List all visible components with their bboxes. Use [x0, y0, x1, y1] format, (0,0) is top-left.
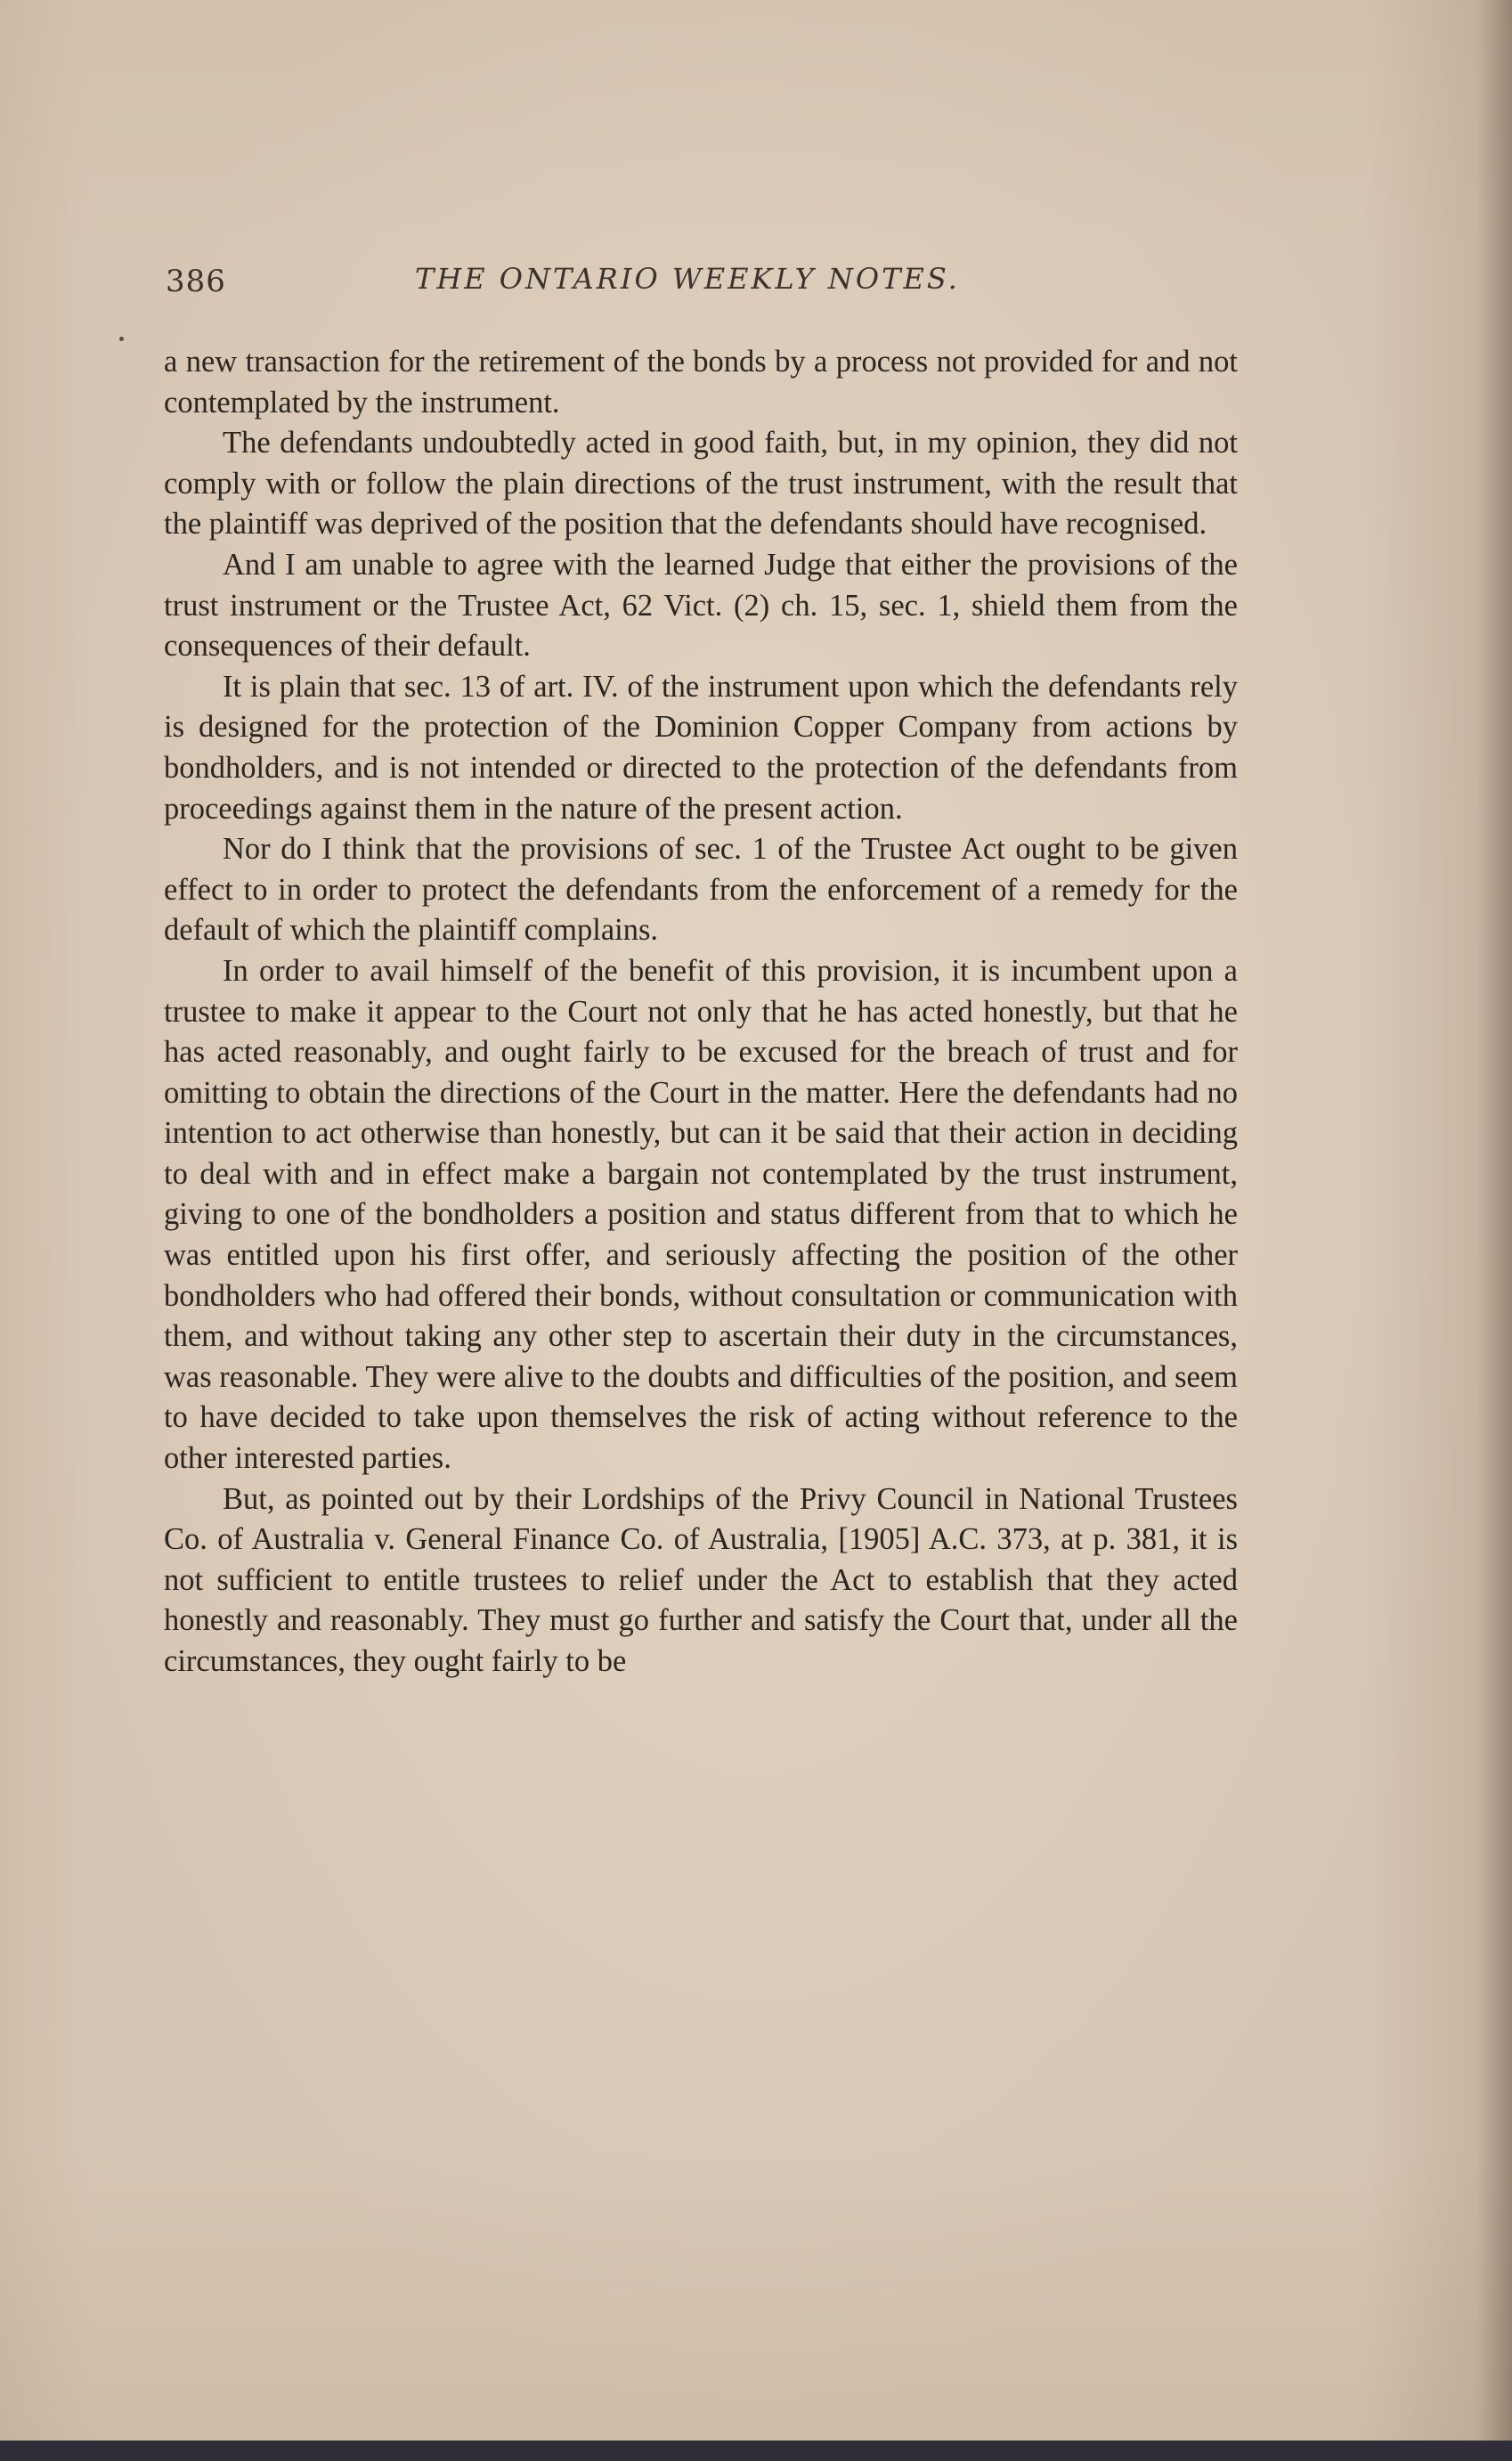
scan-background-strip [0, 2441, 1512, 2461]
paragraph: But, as pointed out by their Lordships of the Privy Council in National Trustees Co. of Australia v. General Finance Co. of Australia, [1905] A.C. 373, at p. 381, it is not sufficient to entitle trustees to relief under the Act to establish that they acted honestly and reasonably. They must go further and satisfy the Court that, under all the circumstances, they ought fairly to be [164, 1481, 1238, 1678]
margin-speck [119, 337, 124, 341]
paragraph: And I am unable to agree with the learned Judge that either the provisions of the trust instrument or the Trustee Act, 62 Vict. (2) ch. 15, sec. 1, shield them from the consequences of their default. [164, 547, 1238, 664]
page-edge-shadow [1476, 0, 1512, 2441]
page-number: 386 [166, 264, 226, 299]
page-header [166, 258, 1234, 303]
paragraph: In order to avail himself of the benefit of this provision, it is incumbent upon a trustee to make it appear to the Court not only that he has acted honestly, but that he has acted reasonably, and ought fairly to be excused for the breach of trust and for omitting to obtain the directions of the Court in the matter. Here the defendants had no intention to act otherwise than honestly, but can it be said that their action in deciding to deal with and in effect make a bargain not contemplated by the trust instrument, giving to one of the bondholders a position and status different from that to which he was entitled upon his first offer, and seriously affecting the position of the other bondholders who had offered their bonds, without consultation or communication with them, and without taking any other step to ascertain their duty in the circumstances, was reasonable. They were alive to the doubts and difficulties of the position, and seem to have decided to take upon themselves the risk of acting without reference to the other interested parties. [164, 953, 1238, 1476]
body-text [164, 342, 1238, 1683]
running-head: THE ONTARIO WEEKLY NOTES. [415, 262, 960, 296]
paragraph: a new transaction for the retirement of the bonds by a process not provided for and not contemplated by the instrument. [164, 345, 1238, 420]
paragraph: The defendants undoubtedly acted in good faith, but, in my opinion, they did not comply with or follow the plain directions of the trust instrument, with the result that the plaintiff was deprived of the position that the defendants should have recognised. [164, 426, 1238, 542]
paragraph: Nor do I think that the provisions of sec. 1 of the Trustee Act ought to be given effect to in order to protect the defendants from the enforcement of a remedy for the default of which the plaintiff complains. [164, 832, 1238, 948]
paragraph: It is plain that sec. 13 of art. IV. of the instrument upon which the defendants rely is designed for the protection of the Dominion Copper Company from actions by bondholders, and is not intended or directed to the protection of the defendants from proceedings against them in the nature of the present action. [164, 669, 1238, 826]
